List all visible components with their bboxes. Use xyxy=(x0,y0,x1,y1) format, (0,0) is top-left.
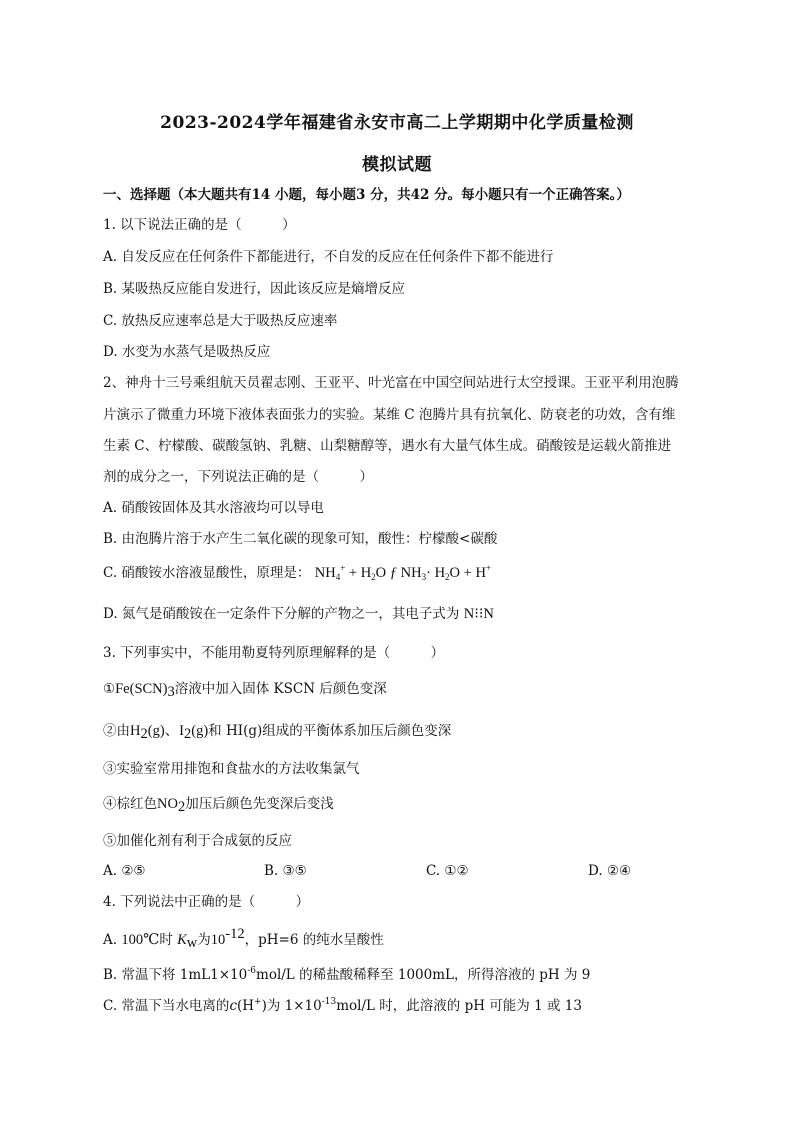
q3-choice-c: C. ①② xyxy=(426,863,469,879)
section-heading: 一、选择题（本大题共有14 小题，每小题3 分，共42 分。每小题只有一个正确答案。） xyxy=(103,187,630,203)
ammonium-hydrolysis-equation: $NH_4^+ + H_2O$ ƒ $NH_3\cdot H_2O + H^+$ xyxy=(314,563,491,582)
q3-choice-d: D. ②④ xyxy=(588,863,632,879)
q2-option-d-text: D. 氮气是硝酸铵在一定条件下分解的产物之一，其电子式为 xyxy=(103,606,460,622)
q1-option-a: A. 自发反应在任何条件下都能进行，不自发的反应在任何条件下都不能进行 xyxy=(103,249,554,265)
q4-option-c: C. 常温下当水电离的c(H+)为 $1\times 10^{-13}mol/L$ 时，此溶液的 pH 可能为 1 或 13 xyxy=(103,997,582,1014)
q1-stem: 1. 以下说法正确的是（ ） xyxy=(103,217,296,233)
q2-stem-line2: 片演示了微重力环境下液体表面张力的实验。某维 C 泡腾片具有抗氧化、防衰老的功效，含有维 xyxy=(103,407,676,423)
q3-choice-a: A. ②⑤ xyxy=(103,863,146,879)
q3-item-1: $①Fe(SCN)_3$溶液中加入固体 KSCN 后颜色变深 xyxy=(103,681,387,700)
q3-item-2: ②由$H_2(g)$、$I_2(g)$和 HI(g)组成的平衡体系加压后颜色变深 xyxy=(103,723,452,742)
q3-stem: 3. 下列事实中，不能用勒夏特列原理解释的是（ ） xyxy=(103,645,445,661)
exam-title: 2023-2024学年福建省永安市高二上学期期中化学质量检测 xyxy=(160,113,634,133)
q2-option-a: A. 硝酸铵固体及其水溶液均可以导电 xyxy=(103,500,324,516)
q2-stem-line3: 生素 C、柠檬酸、碳酸氢钠、乳糖、山梨糖醇等，遇水有大量气体生成。硝酸铵是运载火箭推进 xyxy=(103,438,672,454)
q3-item-3: ③实验室常用排饱和食盐水的方法收集氯气 xyxy=(103,761,360,777)
q2-option-c xyxy=(103,564,491,582)
q2-option-c-text: C. 硝酸铵水溶液显酸性，原理是： xyxy=(103,565,311,581)
q4-option-b: B. 常温下将 $1mL1\times 10^{-6}mol/L$ 的稀盐酸稀释至 1000mL，所得溶液的 pH 为 9 xyxy=(103,966,591,983)
q3-item-5: ⑤加催化剂有利于合成氨的反应 xyxy=(103,833,292,849)
q2-option-b: B. 由泡腾片溶于水产生二氧化碳的现象可知，酸性：柠檬酸<碳酸 xyxy=(103,531,498,547)
q2-stem-line4: 剂的成分之一，下列说法正确的是（ ） xyxy=(103,469,373,485)
q3-choice-b: B. ③⑤ xyxy=(264,863,307,879)
q2-option-d xyxy=(103,605,494,623)
q2-stem-line1: 2、神舟十三号乘组航天员翟志刚、王亚平、叶光富在中国空间站进行太空授课。王亚平利用泡腾 xyxy=(103,375,679,391)
equilibrium-arrow-glyph: ƒ xyxy=(389,565,398,581)
q3-item-4: ④棕红色$NO_2$加压后颜色先变深后变浅 xyxy=(103,796,334,815)
q1-option-d: D. 水变为水蒸气是吸热反应 xyxy=(103,344,271,360)
nitrogen-electron-formula: N⁝⁝N xyxy=(463,606,494,622)
exam-subtitle: 模拟试题 xyxy=(362,155,432,175)
q4-stem: 4. 下列说法中正确的是（ ） xyxy=(103,894,310,910)
q1-option-b: B. 某吸热反应能自发进行，因此该反应是熵增反应 xyxy=(103,281,406,297)
q4-option-a: A. 100℃时 $K_w$为$10^{-12}$，pH=6 的纯水呈酸性 xyxy=(103,926,384,951)
q1-option-c: C. 放热反应速率总是大于吸热反应速率 xyxy=(103,313,338,329)
